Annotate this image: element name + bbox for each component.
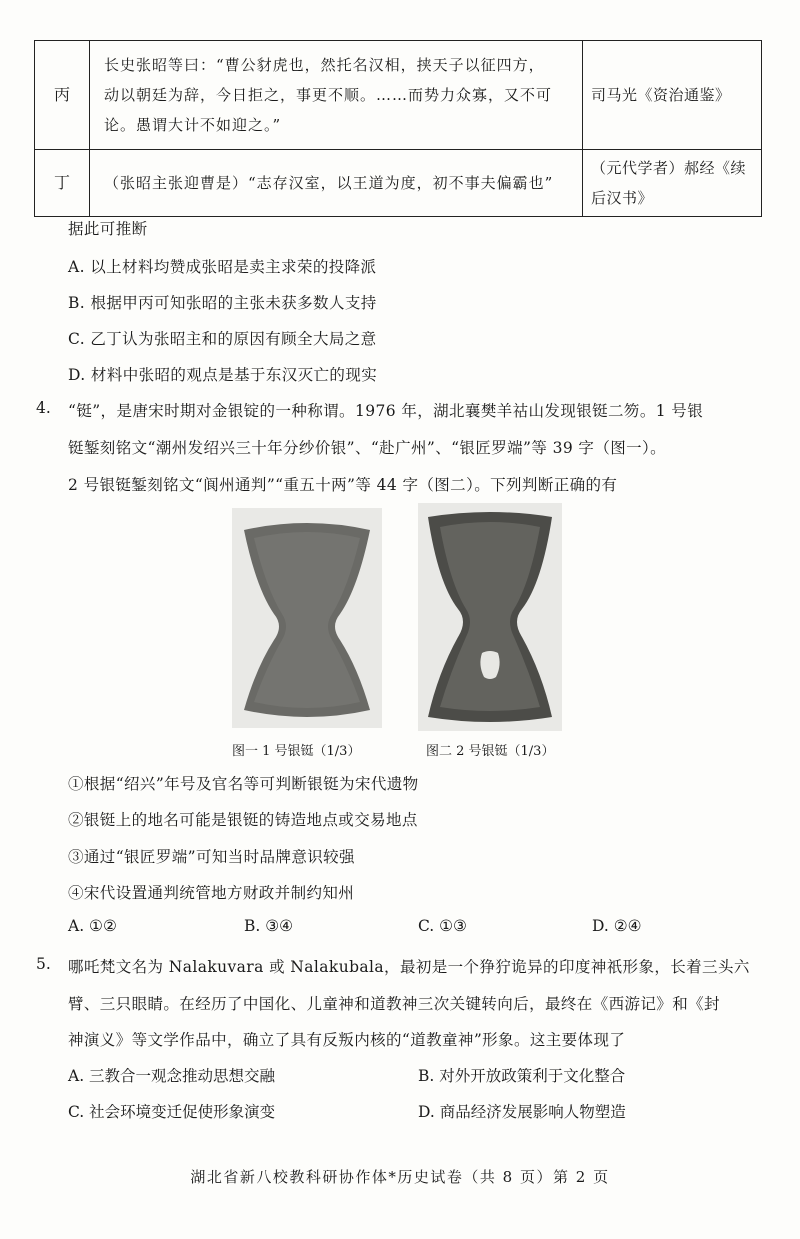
q4-option-b: B. ③④: [244, 917, 294, 935]
source-table: [34, 40, 762, 217]
q4-stem-line: “铤”，是唐宋时期对金银锭的一种称谓。1976 年，湖北襄樊羊祜山发现银铤二笏。1 号银: [68, 402, 704, 420]
q5-option-a: A. 三教合一观念推动思想交融: [68, 1067, 276, 1085]
q5-stem-line: 神演义》等文学作品中，确立了具有反叛内核的“道教童神”形象。这主要体现了: [68, 1031, 626, 1049]
q4-number: 4.: [36, 399, 51, 417]
silver-ingot-2-image: [418, 503, 562, 731]
row-label: 丁: [35, 150, 90, 217]
q4-statement: ④宋代设置通判统管地方财政并制约知州: [68, 884, 355, 902]
silver-ingot-1-image: [232, 508, 382, 728]
q5-option-c: C. 社会环境变迁促使形象演变: [68, 1103, 276, 1121]
figure-2-silver-ingot: [418, 503, 562, 731]
row-text: （张昭主张迎曹是）“志存汉室，以王道为度，初不事夫偏霸也”: [90, 150, 583, 217]
q4-option-c: C. ①③: [418, 917, 467, 935]
q4-stem-line: 2 号银铤錾刻铭文“阆州通判”“重五十两”等 44 字（图二）。下列判断正确的有: [68, 476, 618, 494]
q4-option-a: A. ①②: [68, 917, 117, 935]
table-row: [35, 150, 762, 217]
page-footer: 湖北省新八校教科研协作体*历史试卷（共 8 页）第 2 页: [190, 1168, 610, 1186]
q5-stem-line: 臂、三只眼睛。在经历了中国化、儿童神和道教神三次关键转向后，最终在《西游记》和《封: [68, 995, 720, 1013]
figure-2-caption: 图二 2 号银铤（1/3）: [426, 744, 555, 759]
q5-number: 5.: [36, 955, 51, 973]
figure-1-caption: 图一 1 号银铤（1/3）: [232, 744, 361, 759]
q4-stem-line: 铤錾刻铭文“潮州发绍兴三十年分纱价银”、“赴广州”、“银匠罗端”等 39 字（图一）。: [68, 439, 667, 457]
row-text: 长史张昭等曰：“曹公豺虎也，然托名汉相，挟天子以征四方， 动以朝廷为辞，今日拒之，事更不顺。……而势力众寡，又不可 论。愚谓大计不如迎之。”: [90, 41, 583, 150]
q4-statement: ②银铤上的地名可能是银铤的铸造地点或交易地点: [68, 811, 418, 829]
row-source: 司马光《资治通鉴》: [583, 41, 762, 150]
q3-option-c: C. 乙丁认为张昭主和的原因有顾全大局之意: [68, 330, 377, 348]
figure-1-silver-ingot: [232, 508, 382, 728]
q3-option-b: B. 根据甲丙可知张昭的主张未获多数人支持: [68, 294, 377, 312]
q5-option-b: B. 对外开放政策利于文化整合: [418, 1067, 626, 1085]
q4-statement: ①根据“绍兴”年号及官名等可判断银铤为宋代遗物: [68, 775, 419, 793]
row-label: 丙: [35, 41, 90, 150]
q3-option-d: D. 材料中张昭的观点是基于东汉灭亡的现实: [68, 366, 378, 384]
q3-option-a: A. 以上材料均赞成张昭是卖主求荣的投降派: [68, 258, 377, 276]
row-source: （元代学者）郝经《续 后汉书》: [583, 150, 762, 217]
q5-stem-line: 哪吒梵文名为 Nalakuvara 或 Nalakubala，最初是一个狰狞诡异的印度神祇形象，长着三头六: [68, 958, 750, 976]
q4-option-d: D. ②④: [592, 917, 642, 935]
q5-option-d: D. 商品经济发展影响人物塑造: [418, 1103, 626, 1121]
q4-statement: ③通过“银匠罗端”可知当时品牌意识较强: [68, 848, 355, 866]
q3-stem: 据此可推断: [68, 220, 148, 238]
table-row: [35, 41, 762, 150]
